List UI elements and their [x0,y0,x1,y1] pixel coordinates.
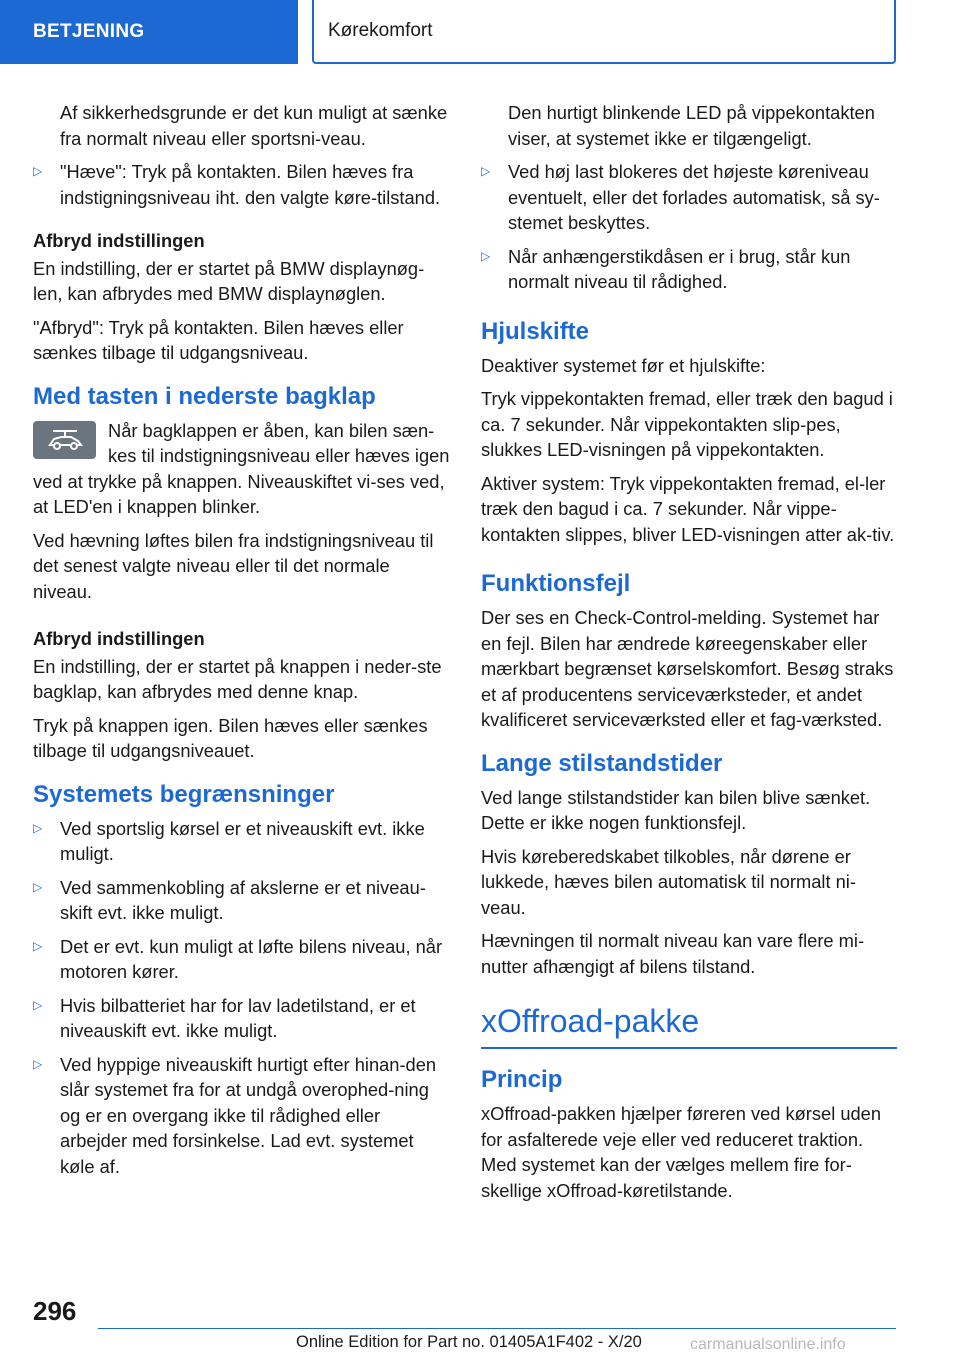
bullet-triangle-icon: ▷ [33,879,43,894]
paragraph: Deaktiver systemet før et hjulskifte: [481,354,766,376]
page-number: 296 [33,1296,77,1326]
paragraph: xOffroad-pakken hjælper føreren ved kørsel uden for asfalterede veje eller ved reduceret traktion. Med systemet kan der vælges mellem fire for-skellige xOffroad-køretilstande. [481,1103,882,1201]
intro-text: Af sikkerhedsgrunde er det kun muligt at sænke fra normalt niveau eller sportsni-veau. [60,102,448,149]
list-item: ▷ Ved hyppige niveauskift hurtigt efter hinan-den slår systemet fra for at undgå overophed-ning og er en overgang ikke til rådighed eller arbejder med forsinkelse. Lad evt. systemet køle af. [33,1053,437,1177]
section-heading-tailgate: Med tasten i nederste bagklap [33,382,376,410]
tailgate-block [33,418,451,520]
bullet-triangle-icon: ▷ [33,938,43,953]
section-heading-fault: Funktionsfejl [481,570,631,597]
bullet-triangle-icon: ▷ [481,164,491,178]
section-heading-wheel: Hjulskifte [481,317,590,345]
paragraph: Hævningen til normalt niveau kan vare flere mi-nutter afhængigt af bilens tilstand. [481,930,865,977]
list-item: ▷ Ved sammenkobling af akslerne er et niveau-skift evt. ikke muligt. [33,876,426,923]
left-column [33,100,451,1187]
footer-divider [98,1328,896,1329]
car-lift-icon [33,421,96,459]
bullet-triangle-icon: ▷ [33,997,43,1012]
paragraph: Ved lange stilstandstider kan bilen blive sænket. Dette er ikke nogen funktionsfejl. [481,786,871,833]
page-header [0,0,960,68]
paragraph: Hvis køreberedskabet tilkobles, når dørene er lukkede, hæves bilen automatisk til normalt ni-veau. [481,845,856,918]
section-tab: BETJENING [0,0,298,64]
edition-text: Online Edition for Part no. 01405A1F402 - X/20 [296,1333,642,1351]
cancel-subheading: Afbryd indstillingen [33,230,205,251]
chapter-tab: Kørekomfort [312,0,896,64]
list-item: ▷ "Hæve": Tryk på kontakten. Bilen hæves fra indstigningsniveau iht. den valgte køre-tilstand. [33,161,441,208]
paragraph: Ved hævning løftes bilen fra indstigningsniveau til det senest valgte niveau eller til det normale niveau. [33,529,434,602]
list-item: ▷ Ved sportslig kørsel er et niveauskift evt. ikke muligt. [33,817,425,864]
bullet-triangle-icon: ▷ [33,1056,43,1071]
bullet-triangle-icon: ▷ [33,820,43,835]
paragraph: En indstilling, der er startet på knappen i neder-ste bagklap, kan afbrydes med denne knap. [33,655,442,702]
right-column [481,100,897,1211]
paragraph: Den hurtigt blinkende LED på vippekontakten viser, at systemet ikke er tilgængeligt. [508,102,875,149]
list-item: ▷ Ved høj last blokeres det højeste køreniveau eventuelt, eller det forlades automatisk, så sy-stemet beskyttes. [481,161,880,233]
paragraph: Tryk på knappen igen. Bilen hæves eller sænkes tilbage til udgangsniveauet. [33,714,428,761]
chapter-title-xoffroad: xOffroad-pakke [481,1001,897,1049]
limits-list-continued [481,159,897,295]
bullet-triangle-icon: ▷ [33,164,43,178]
paragraph: En indstilling, der er startet på BMW displaynøg-len, kan afbrydes med BMW displaynøglen. [33,257,425,304]
paragraph: Tryk vippekontakten fremad, eller træk den bagud i ca. 7 sekunder. Når vippekontakten slip-pes, slukkes LED-visningen på vippekontakten. [481,388,893,460]
paragraph: Når bagklappen er åben, kan bilen sæn-kes til indstigningsniveau eller hæves igen ved at trykke på knappen. Niveauskiftet vi-ses ved, at LED'en i knappen blinker. [33,419,450,517]
section-heading-limits: Systemets begrænsninger [33,780,335,808]
limits-list [33,816,451,1180]
section-heading-idle: Lange stilstandstider [481,749,723,777]
list-item: ▷ Det er evt. kun muligt at løfte bilens niveau, når motoren kører. [33,935,443,982]
cancel-subheading: Afbryd indstillingen [33,628,205,649]
intro-list [33,159,451,210]
bullet-triangle-icon: ▷ [481,248,491,263]
section-heading-principle: Princip [481,1066,563,1093]
paragraph: Aktiver system: Tryk vippekontakten fremad, el-ler træk den bagud i ca. 7 sekunder. Når vippe-kontakten slippes, bliver LED-visningen atter ak-tiv. [481,472,895,545]
watermark: carmanualsonline.info [690,1336,846,1353]
list-item: ▷ Hvis bilbatteriet har for lav ladetilstand, er et niveauskift evt. ikke muligt. [33,994,416,1041]
paragraph: Der ses en Check-Control-melding. Systemet har en fejl. Bilen har ændrede køreegenskaber eller mærkbart begrænset kørselskomfort. Besøg straks et af producentens serviceværksteder, et andet kvalificeret serviceværksted eller et fag-værksted. [481,607,894,730]
list-item: ▷ Når anhængerstikdåsen er i brug, står kun normalt niveau til rådighed. [481,245,851,292]
paragraph: "Afbryd": Tryk på kontakten. Bilen hæves eller sænkes tilbage til udgangsniveau. [33,316,404,363]
